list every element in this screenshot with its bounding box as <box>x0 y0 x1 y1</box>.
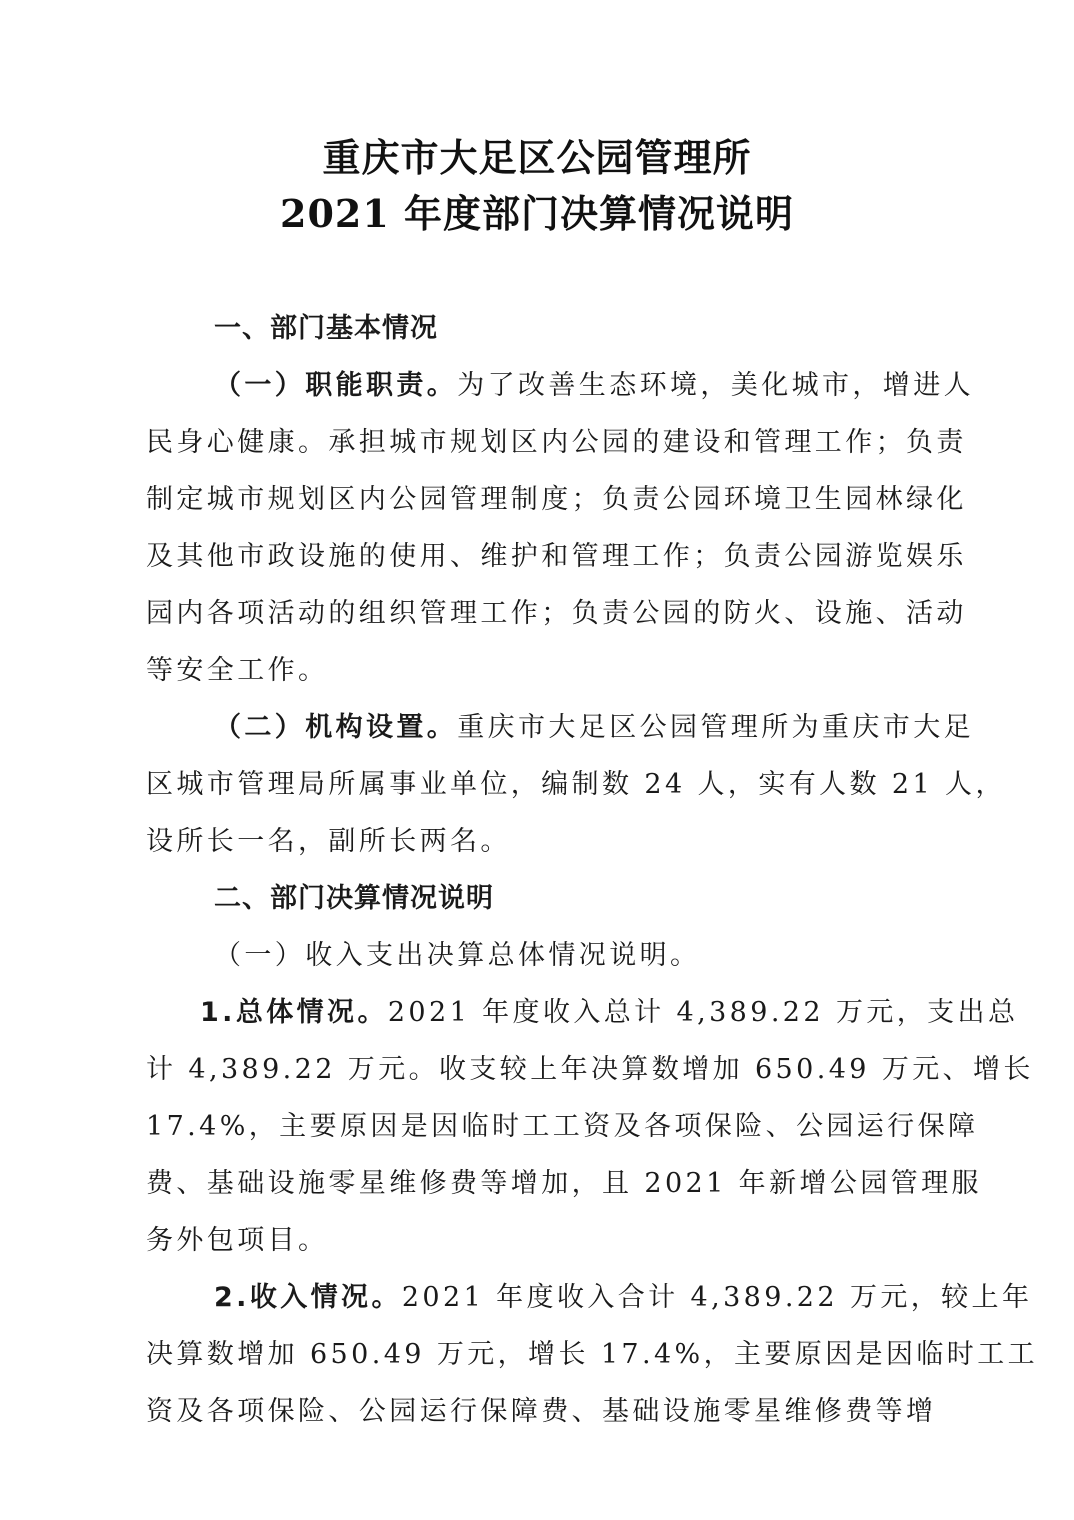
subheading-overall: （一）收入支出决算总体情况说明。 <box>214 940 701 971</box>
paragraph-income-line: 资及各项保险、公园运行保障费、基础设施零星维修费等增 <box>146 1396 937 1427</box>
paragraph-overall-line <box>200 984 1018 1041</box>
paragraph-income-line: 决算数增加 650.49 万元，增长 17.4%，主要原因是因临时工工 <box>146 1339 1038 1370</box>
paragraph-income-line <box>214 1269 1032 1326</box>
document-title <box>0 130 1074 242</box>
paragraph-org-text: 重庆市大足区公园管理所为重庆市大足 <box>457 712 975 743</box>
section-heading-basic-info: 一、部门基本情况 <box>214 313 438 344</box>
paragraph-overall-text: 2021 年度收入总计 4,389.22 万元，支出总 <box>387 997 1019 1028</box>
title-line-2: 2021 年度部门决算情况说明 <box>280 191 794 236</box>
section-heading-final-accounts: 二、部门决算情况说明 <box>214 883 494 914</box>
paragraph-duties-line: 制定城市规划区内公园管理制度；负责公园环境卫生园林绿化 <box>146 484 967 515</box>
paragraph-overall-line: 务外包项目。 <box>146 1225 329 1256</box>
paragraph-org-line: 区城市管理局所属事业单位，编制数 24 人，实有人数 21 人， <box>146 769 1006 800</box>
paragraph-duties-lead: （一）职能职责。 <box>214 370 458 401</box>
paragraph-overall-lead: 1.总体情况。 <box>200 997 388 1028</box>
paragraph-duties-line: 园内各项活动的组织管理工作；负责公园的防火、设施、活动 <box>146 598 967 629</box>
paragraph-duties-line <box>214 357 974 414</box>
paragraph-org-line: 设所长一名，副所长两名。 <box>146 826 511 857</box>
paragraph-duties-line: 民身心健康。承担城市规划区内公园的建设和管理工作；负责 <box>146 427 967 458</box>
paragraph-income-lead: 2.收入情况。 <box>214 1282 402 1313</box>
paragraph-org-line <box>214 699 974 756</box>
paragraph-overall-line: 17.4%，主要原因是因临时工工资及各项保险、公园运行保障 <box>146 1111 979 1142</box>
title-line-1: 重庆市大足区公园管理所 <box>322 135 752 180</box>
paragraph-duties-line: 等安全工作。 <box>146 655 329 686</box>
paragraph-income-text: 2021 年度收入合计 4,389.22 万元，较上年 <box>401 1282 1033 1313</box>
paragraph-overall-line: 计 4,389.22 万元。收支较上年决算数增加 650.49 万元、增长 <box>146 1054 1034 1085</box>
paragraph-duties-line: 及其他市政设施的使用、维护和管理工作；负责公园游览娱乐 <box>146 541 967 572</box>
paragraph-overall-line: 费、基础设施零星维修费等增加，且 2021 年新增公园管理服 <box>146 1168 982 1199</box>
paragraph-org-lead: （二）机构设置。 <box>214 712 458 743</box>
paragraph-duties-text: 为了改善生态环境，美化城市，增进人 <box>457 370 975 401</box>
